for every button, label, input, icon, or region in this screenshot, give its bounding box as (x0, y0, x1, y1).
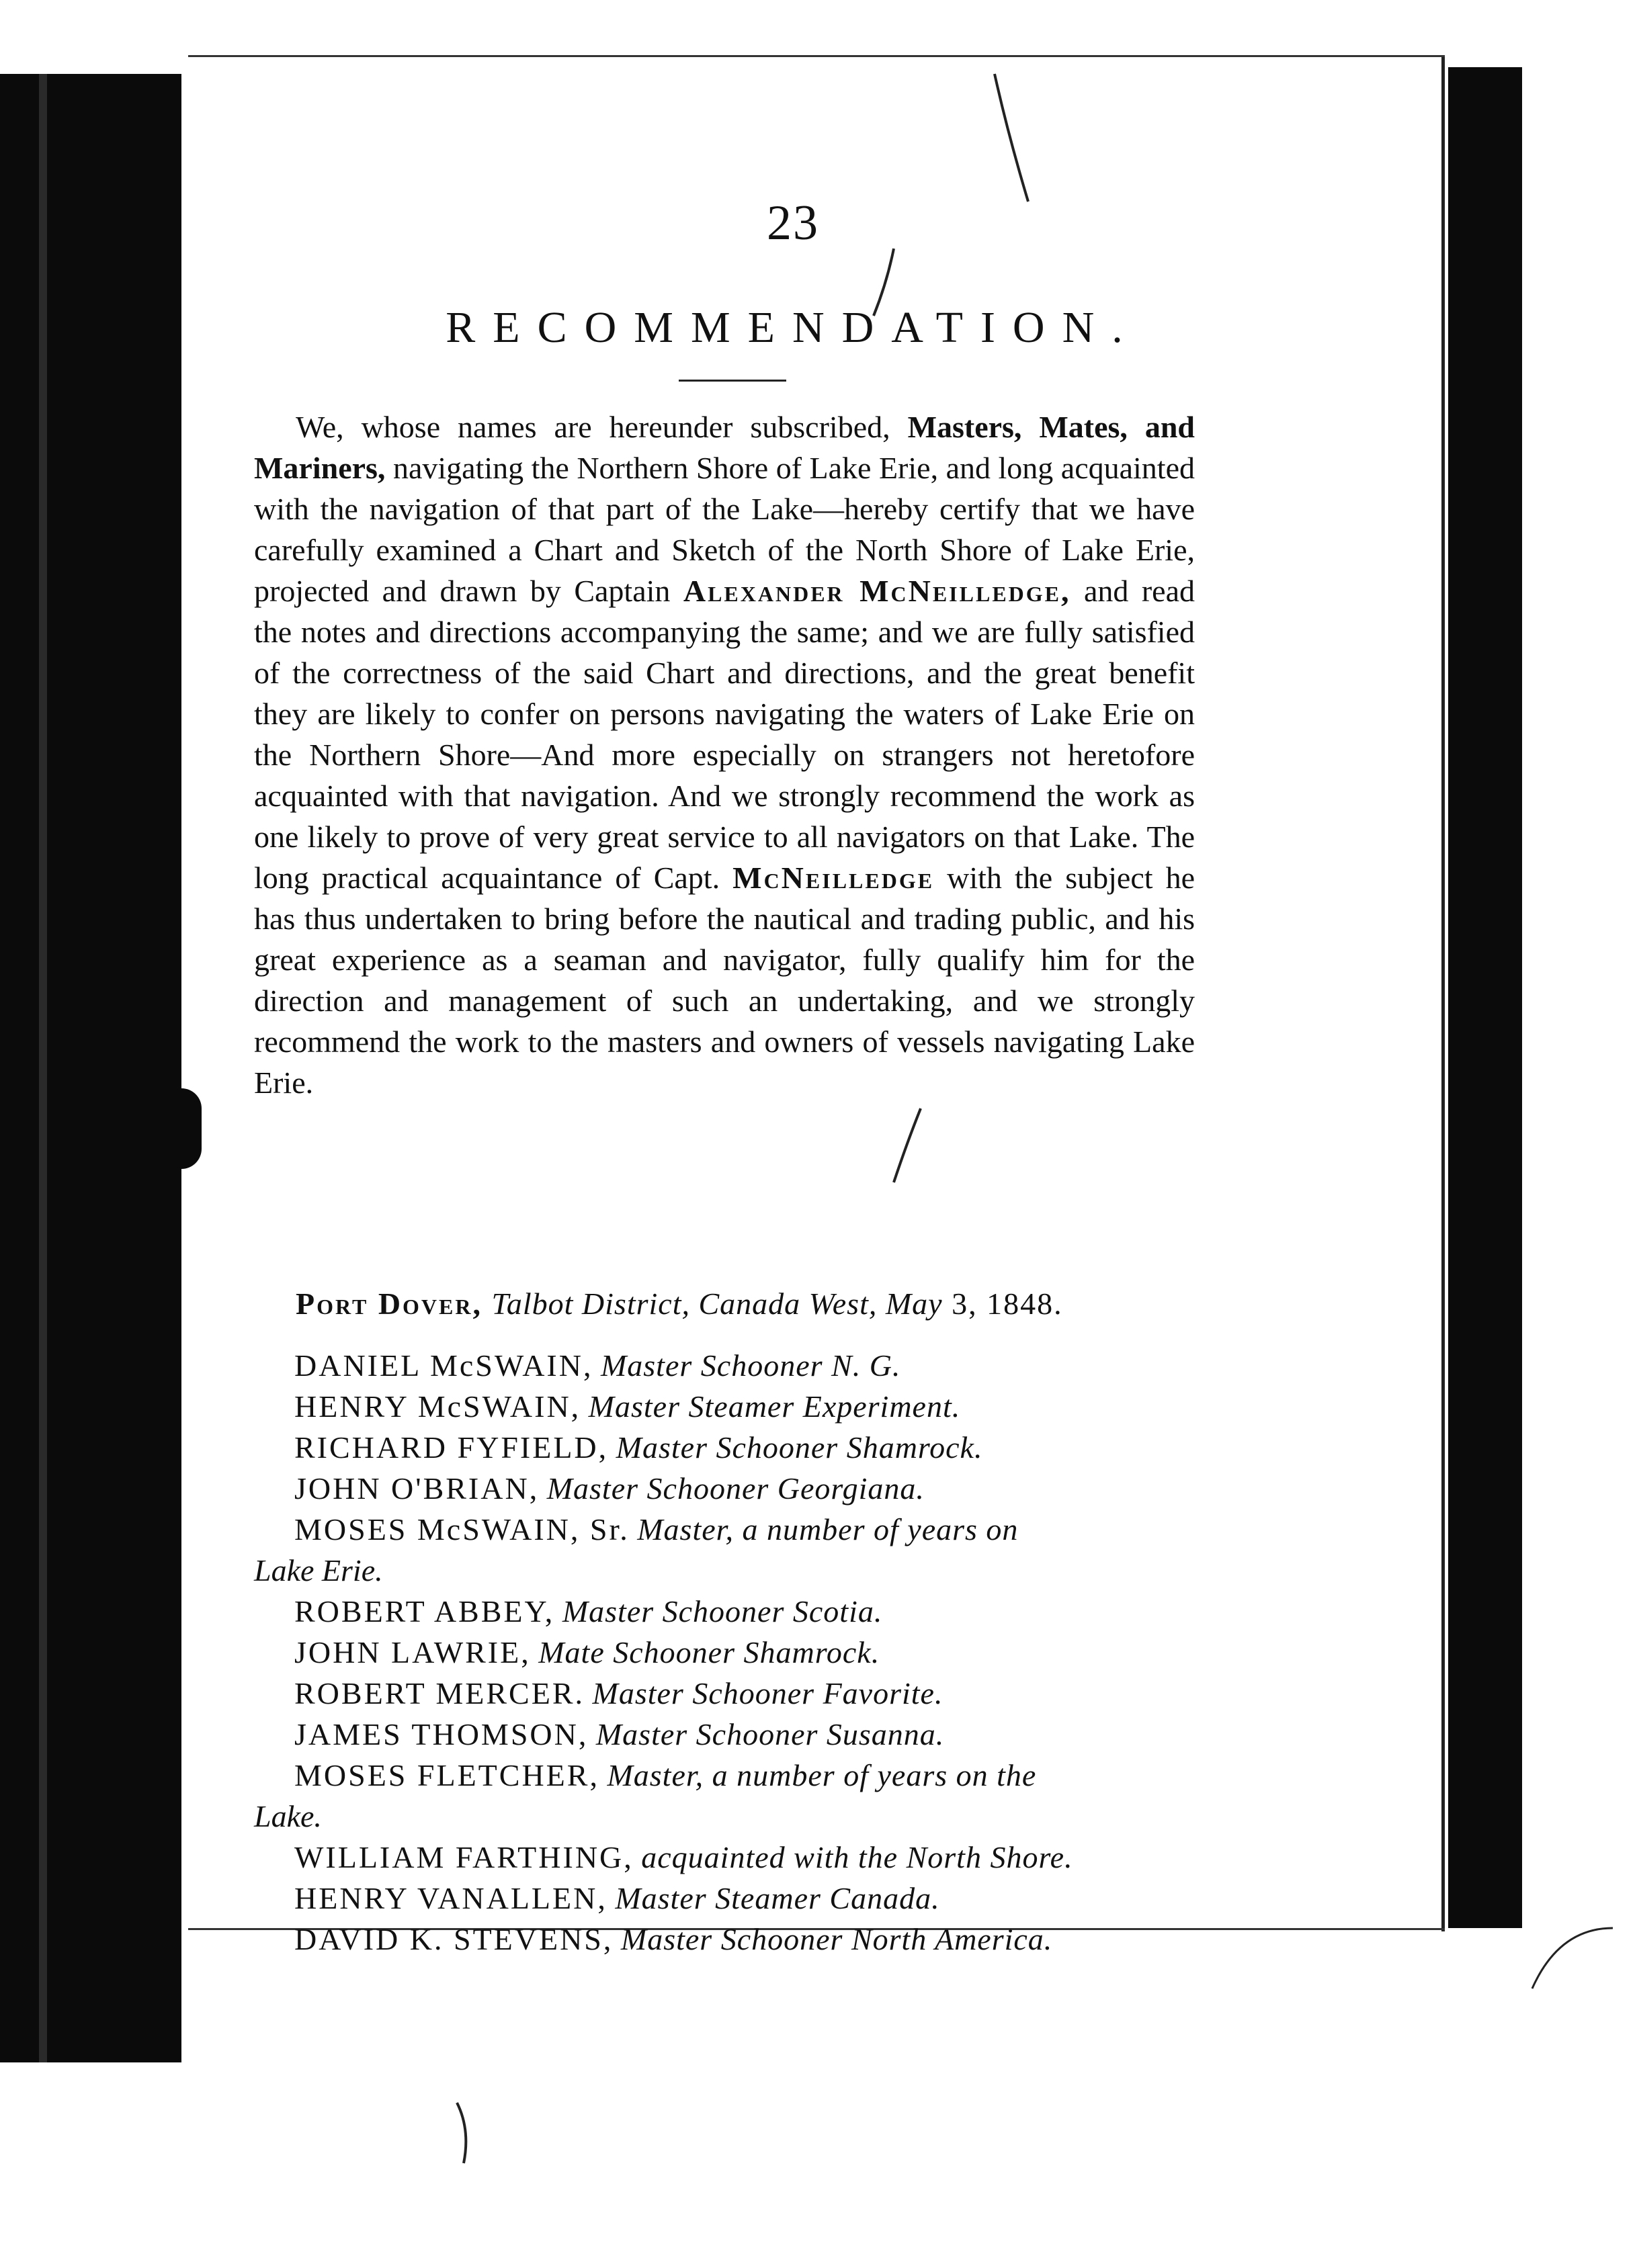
dateline-district: Talbot District, Canada West, May (491, 1286, 943, 1321)
signer-11 (254, 1837, 1208, 1878)
page-title: RECOMMENDATION. (446, 303, 1140, 352)
signer-name: JOHN LAWRIE, (294, 1635, 531, 1669)
title-rule (679, 380, 786, 382)
signer-5 (254, 1509, 1208, 1591)
signer-name: MOSES FLETCHER, (294, 1758, 599, 1792)
signer-name: JOHN O'BRIAN, (294, 1471, 540, 1506)
signer-role: Master Steamer Experiment. (588, 1389, 961, 1424)
page-number: 23 (767, 195, 819, 251)
body-text-2: Masters, Mates, and Mariners, (254, 410, 1195, 485)
signers-list (254, 1345, 1208, 1960)
scan-edge-left-gap (39, 74, 47, 2062)
signer-role: Mate Schooner Shamrock. (538, 1635, 880, 1669)
signer-10 (254, 1755, 1208, 1837)
signer-1 (254, 1345, 1208, 1386)
pen-stroke-right (1532, 1928, 1613, 1989)
body-name-alexander: Alexander McNeilledge, (683, 574, 1071, 608)
document-page (202, 60, 1438, 1956)
recommendation-paragraph (254, 406, 1195, 1103)
body-text-1: We, whose names are hereunder subscribed, (296, 410, 890, 444)
pen-stroke-bottom (457, 2103, 466, 2163)
dateline-date: 3, 1848. (952, 1286, 1063, 1321)
scan-edge-bump (175, 1088, 202, 1169)
signer-role: Master Schooner Scotia. (562, 1594, 883, 1628)
signer-role: acquainted with the North Shore. (641, 1840, 1073, 1874)
signer-6 (254, 1591, 1208, 1632)
signer-name: MOSES McSWAIN, Sr. (294, 1512, 630, 1546)
body-text-5: and read the notes and directions accompanying the same; and we are fully satisfied of the correctness of the said Chart and directions, and the great benefit they are likely to confer on persons navigating the waters of Lake Erie on the Northern Shore—And more especially on strangers not heretofore acquainted with that navigation. And we strongly recommend the work as one likely to prove of very great service to all navigators on that Lake. The long practical acquaintance of Capt. (254, 574, 1195, 895)
signer-3 (254, 1427, 1208, 1468)
signer-8 (254, 1673, 1208, 1714)
signer-name: RICHARD FYFIELD, (294, 1430, 609, 1465)
signer-name: JAMES THOMSON, (294, 1717, 589, 1751)
signer-role: Master Schooner Georgiana. (546, 1471, 925, 1506)
page-border-right (1441, 57, 1445, 1931)
signer-role-continuation: Lake Erie. (254, 1553, 383, 1587)
signer-name: ROBERT MERCER. (294, 1676, 585, 1710)
body-text-3: navigating the Northern Shore of Lake Erie, and long acquainted with the navigation of that part of the Lake—hereby certify that we have carefully examined a Chart and Sketch of the North Shore of Lake Erie, projected and drawn by Captain (254, 451, 1195, 608)
signer-role: Master, a number of years on the (607, 1758, 1037, 1792)
signer-name: HENRY VANALLEN, (294, 1881, 607, 1915)
signer-2 (254, 1386, 1208, 1427)
dateline-place: Port Dover, (296, 1286, 482, 1321)
signer-role: Master Steamer Canada. (615, 1881, 940, 1915)
signer-name: DANIEL McSWAIN, (294, 1348, 593, 1383)
body-name-mcneilledge: McNeilledge (732, 861, 935, 895)
signer-7 (254, 1632, 1208, 1673)
signer-name: DAVID K. STEVENS, (294, 1922, 614, 1956)
dateline (296, 1283, 1196, 1324)
scan-edge-right (1448, 67, 1522, 1928)
signer-9 (254, 1714, 1208, 1755)
scan-edge-left-inner (47, 74, 181, 2062)
signer-4 (254, 1468, 1208, 1509)
signer-role: Master Schooner North America. (620, 1922, 1053, 1956)
page-border-top (188, 55, 1445, 57)
signer-name: ROBERT ABBEY, (294, 1594, 555, 1628)
signer-role: Master Schooner N. G. (600, 1348, 901, 1383)
signer-name: HENRY McSWAIN, (294, 1389, 581, 1424)
body-text-7: with the subject he has thus undertaken to bring before the nautical and trading public, and his great experience as a seaman and navigator, fully qualify him for the direction and management of such an undertaking, and we strongly recommend the work to the masters and owners of vessels navigating Lake Erie. (254, 861, 1195, 1100)
signer-role: Master Schooner Shamrock. (616, 1430, 983, 1465)
scan-edge-left-outer (0, 74, 39, 2062)
signer-role: Master Schooner Susanna. (595, 1717, 945, 1751)
signer-role-continuation: Lake. (254, 1799, 322, 1833)
signer-name: WILLIAM FARTHING, (294, 1840, 634, 1874)
signer-13 (254, 1919, 1208, 1960)
signer-12 (254, 1878, 1208, 1919)
signer-role: Master Schooner Favorite. (592, 1676, 943, 1710)
signer-role: Master, a number of years on (637, 1512, 1019, 1546)
